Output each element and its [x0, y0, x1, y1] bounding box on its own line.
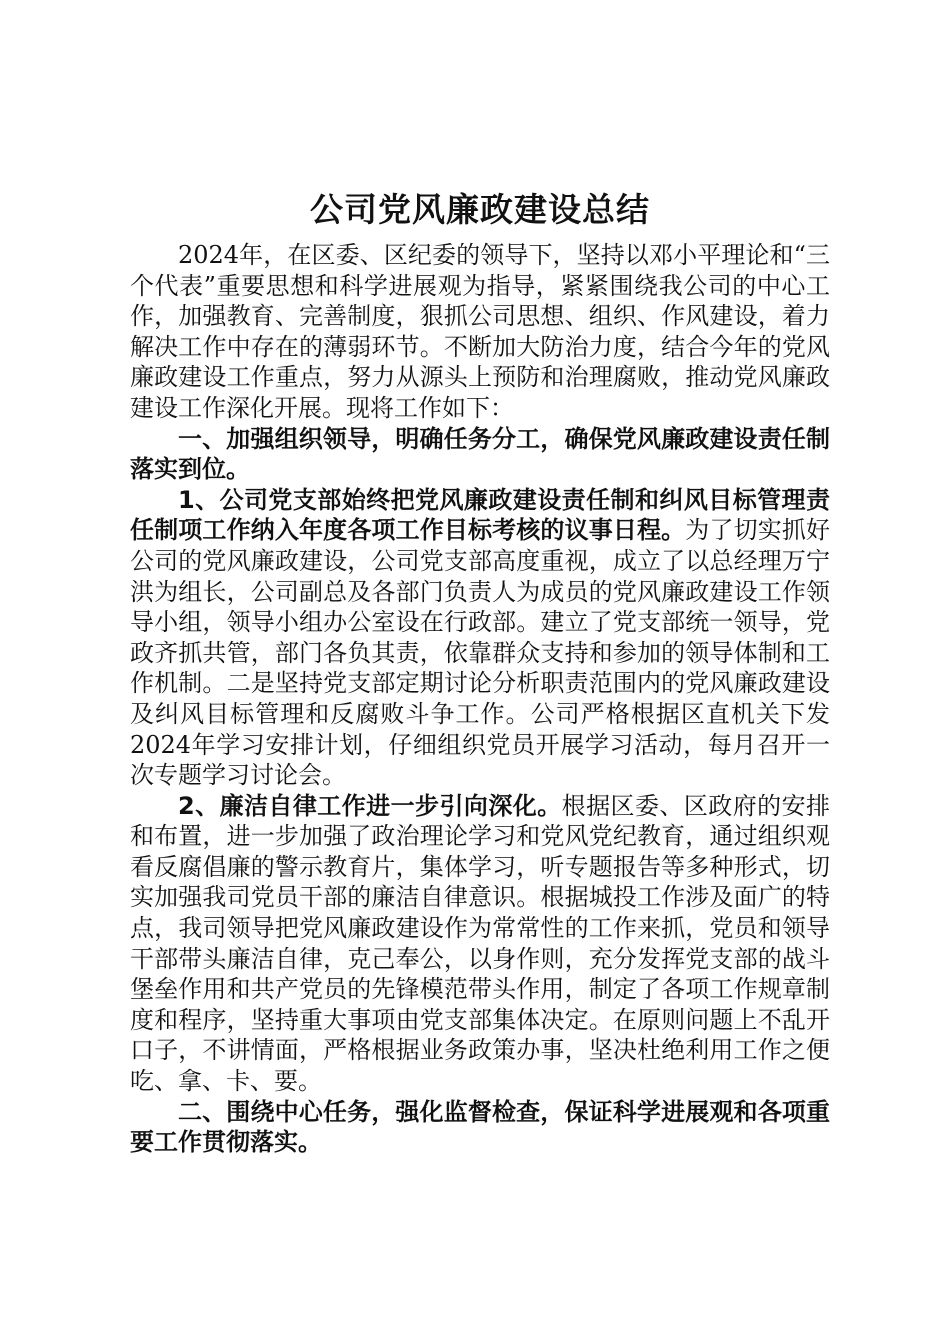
item-2-lead: 2、廉洁自律工作进一步引向深化。	[178, 791, 562, 820]
document-page	[130, 186, 830, 1158]
item-1-body: 为了切实抓好公司的党风廉政建设，公司党支部高度重视，成立了以总经理万宁洪为组长，公司副总及各部门负责人为成员的党风廉政建设工作领导小组，领导小组办公室设在行政部。建立了党支部统一领导，党政齐抓共管，部门各负其责，依靠群众支持和参加的领导体制和工作机制。二是坚持党支部定期讨论分析职责范围内的党风廉政建设及纠风目标管理和反腐败斗争工作。公司严格根据区直机关下发2024年学习安排计划，仔细组织党员开展学习活动，每月召开一次专题学习讨论会。	[130, 516, 831, 790]
item-2-body: 根据区委、区政府的安排和布置，进一步加强了政治理论学习和党风党纪教育，通过组织观看反腐倡廉的警示教育片，集体学习，听专题报告等多种形式，切实加强我司党员干部的廉洁自律意识。根据城投工作涉及面广的特点，我司领导把党风廉政建设作为常常性的工作来抓，党员和领导干部带头廉洁自律，克己奉公，以身作则，充分发挥党支部的战斗堡垒作用和共产党员的先锋模范带头作用，制定了各项工作规章制度和程序，坚持重大事项由党支部集体决定。在原则问题上不乱开口子，不讲情面，严格根据业务政策办事，坚决杜绝利用工作之便吃、拿、卡、要。	[130, 791, 831, 1096]
item-1-lead: 1、公司党支部始终把党风廉政建设责任制和纠风目标管理责任制项工作纳入年度各项工作目标考核的议事日程。	[130, 485, 830, 545]
document-title: 公司党风廉政建设总结	[310, 190, 650, 229]
intro-paragraph: 2024年，在区委、区纪委的领导下，坚持以邓小平理论和“三个代表”重要思想和科学进展观为指导，紧紧围绕我公司的中心工作，加强教育、完善制度，狠抓公司思想、组织、作风建设，着力解决工作中存在的薄弱环节。不断加大防治力度，结合今年的党风廉政建设工作重点，努力从源头上预防和治理腐败，推动党风廉政建设工作深化开展。现将工作如下：	[130, 241, 830, 422]
item-paragraph-2	[130, 791, 830, 1097]
section-heading-2: 二、围绕中心任务，强化监督检查，保证科学进展观和各项重要工作贯彻落实。	[130, 1097, 830, 1157]
section-heading-1: 一、加强组织领导，明确任务分工，确保党风廉政建设责任制落实到位。	[130, 424, 830, 484]
item-paragraph-1	[130, 485, 830, 791]
